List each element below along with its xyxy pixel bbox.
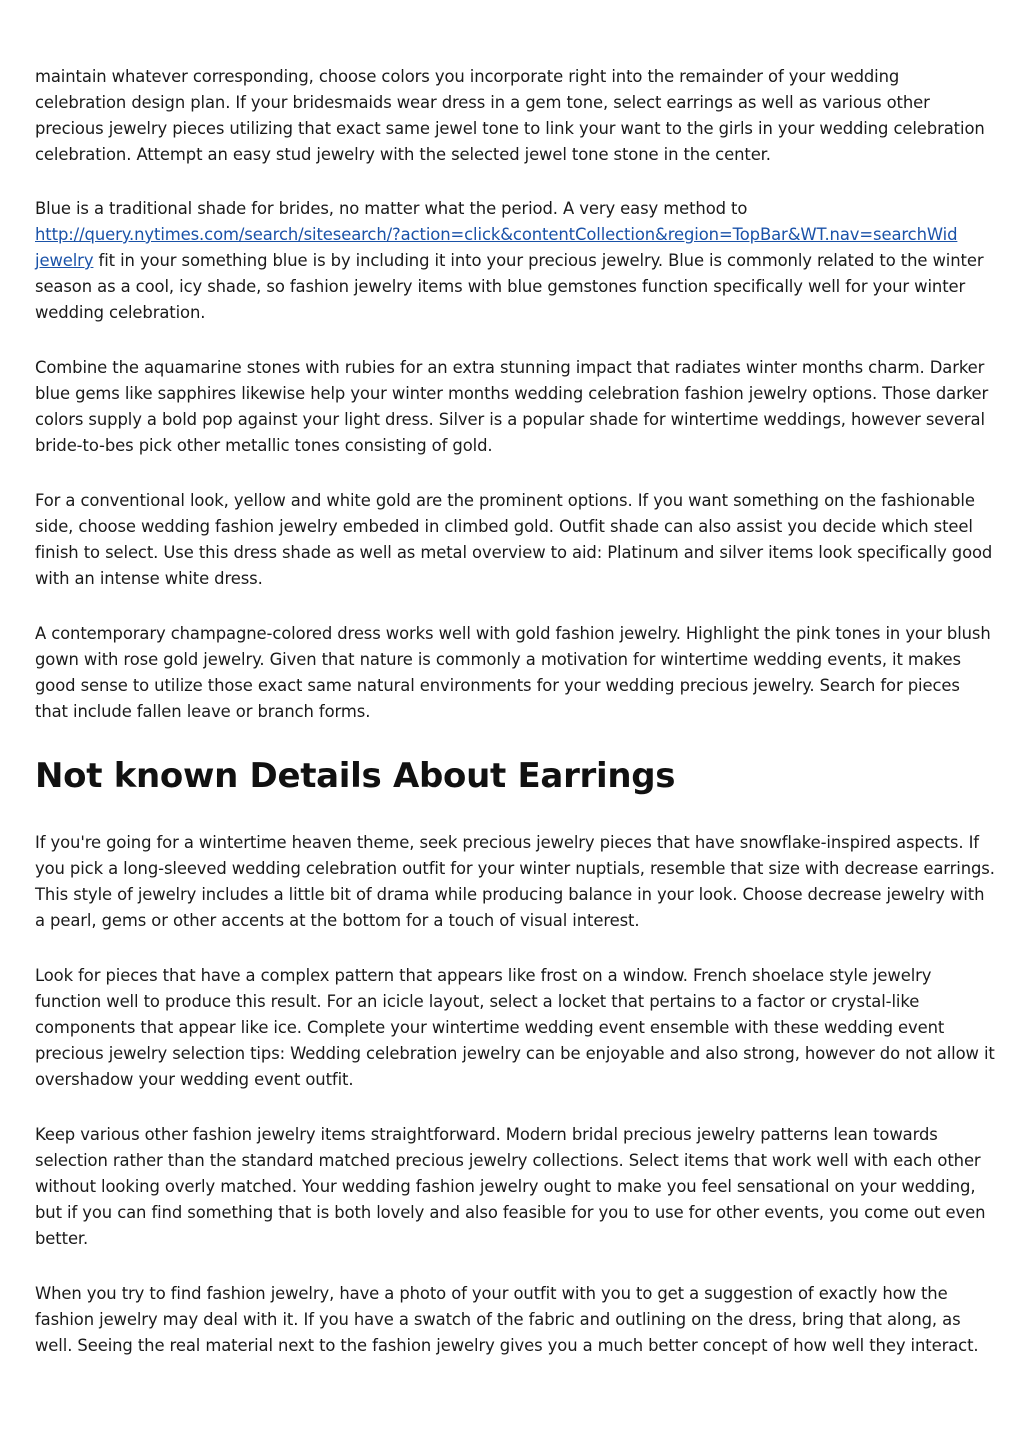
paragraph-snowflake: If you're going for a wintertime heaven theme, seek precious jewelry pieces that have snowflake-inspired aspects. If you pick a long-sleeved wedding celebration outfit for your winter nuptials, resemble that size with decrease earrings. This style of jewelry includes a little bit of drama while producing balance in your look. Choose decrease jewelry with a pearl, gems or other accents at the bottom for a touch of visual interest. [35,833,995,930]
paragraph-something-blue [35,196,995,326]
paragraph-champagne-dress: A contemporary champagne-colored dress works well with gold fashion jewelry. Highlight the pink tones in your blush gown with rose gold jewelry. Given that nature is commonly a motivation for wintertime wedding events, it makes good sense to utilize those exact same natural environments for your wedding precious jewelry. Search for pieces that include fallen leave or branch forms. [35,624,991,721]
paragraph-keep-simple: Keep various other fashion jewelry items straightforward. Modern bridal precious jewelry patterns lean towards selection rather than the standard matched precious jewelry collections. Select items that work well with each other without looking overly matched. Your wedding fashion jewelry ought to make you feel sensational on your wedding, but if you can find something that is both lovely and also feasible for you to use for other events, you come out even better. [35,1125,986,1248]
paragraph-gold-options: For a conventional look, yellow and white gold are the prominent options. If you want something on the fashionable side, choose wedding fashion jewelry embeded in climbed gold. Outfit shade can also assist you decide which steel finish to select. Use this dress shade as well as metal overview to aid: Platinum and silver items look specifically good with an intense white dress. [35,491,993,588]
paragraph-aquamarine: Combine the aquamarine stones with rubies for an extra stunning impact that radiates winter months charm. Darker blue gems like sapphires likewise help your winter months wedding celebration fashion jewelry options. Those darker colors supply a bold pop against your light dress. Silver is a popular shade for wintertime weddings, however several bride-to-bes pick other metallic tones consisting of gold. [35,358,989,455]
paragraph-frost-pattern: Look for pieces that have a complex pattern that appears like frost on a window. French shoelace style jewelry function well to produce this result. For an icicle layout, select a locket that pertains to a factor or crystal-like components that appear like ice. Complete your wintertime wedding event ensemble with these wedding event precious jewelry selection tips: Wedding celebration jewelry can be enjoyable and also strong, however do not allow it overshadow your wedding event outfit. [35,966,995,1089]
article-body [35,64,995,1388]
nytimes-search-link[interactable]: http://query.nytimes.com/search/sitesearch/?action=click&contentCollection&region=TopBar&WT.nav=searchWid jewelry [35,225,958,270]
paragraph-outfit-photo: When you try to find fashion jewelry, have a photo of your outfit with you to get a suggestion of exactly how the fashion jewelry may deal with it. If you have a swatch of the fabric and outlining on the dress, bring that along, as well. Seeing the real material next to the fashion jewelry gives you a much better concept of how well they interact. [35,1284,979,1355]
paragraph-wedding-colors: maintain whatever corresponding, choose colors you incorporate right into the remainder of your wedding celebration design plan. If your bridesmaids wear dress in a gem tone, select earrings as well as various other precious jewelry pieces utilizing that exact same jewel tone to link your want to the girls in your wedding celebration celebration. Attempt an easy stud jewelry with the selected jewel tone stone in the center. [35,67,985,164]
paragraph-text-after-link: fit in your something blue is by including it into your precious jewelry. Blue is commonly related to the winter season as a cool, icy shade, so fashion jewelry items with blue gemstones function specifically well for your winter wedding celebration. [35,251,984,322]
section-heading: Not known Details About Earrings [35,756,676,796]
paragraph-text-before-link: Blue is a traditional shade for brides, no matter what the period. A very easy method to [35,199,748,218]
